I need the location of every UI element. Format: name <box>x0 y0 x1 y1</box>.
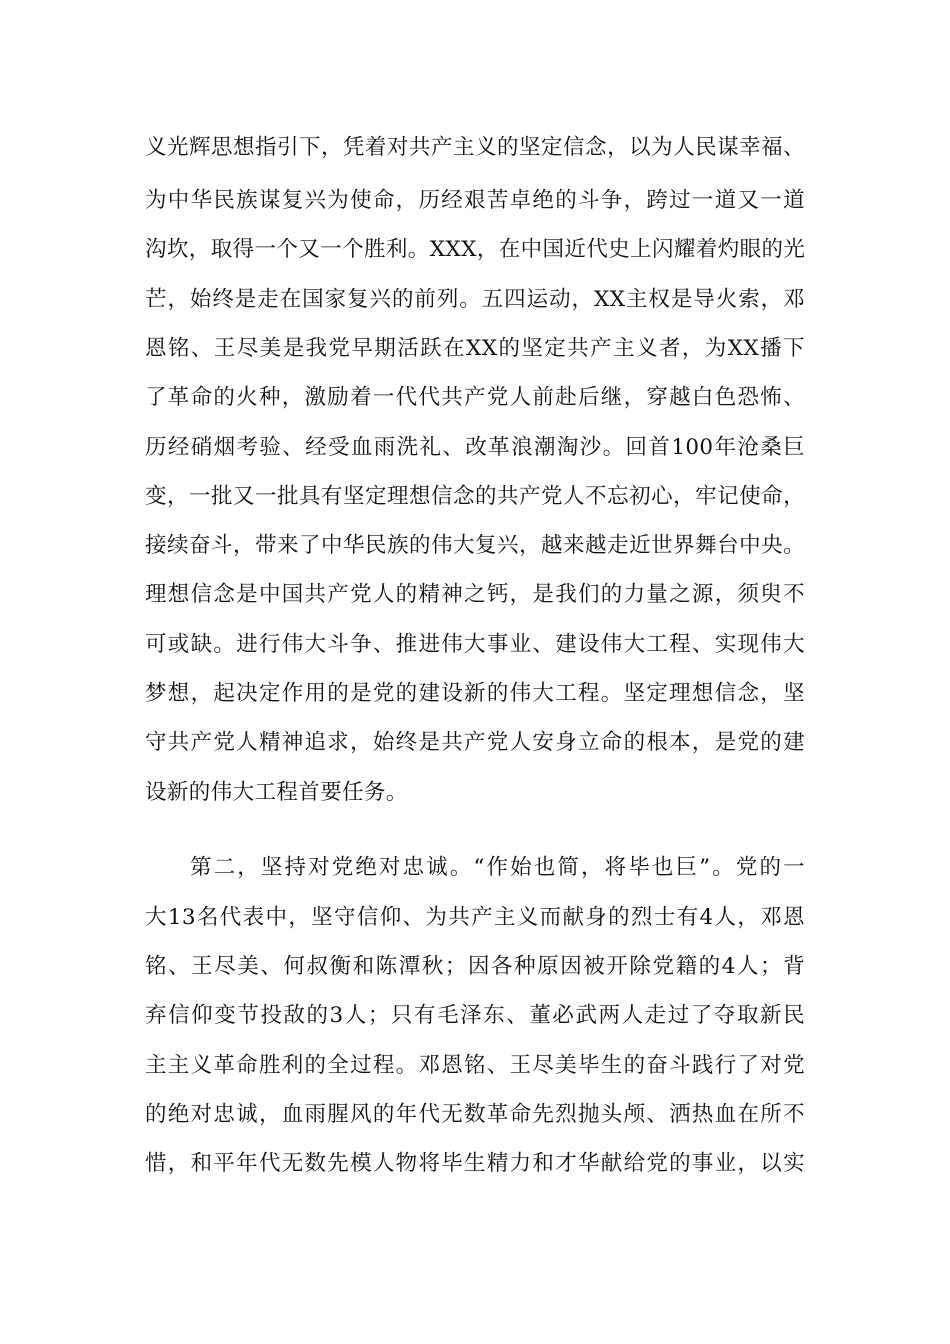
paragraph-1-line: 守共产党人精神追求，始终是共产党人安身立命的根本，是党的建 <box>145 730 805 755</box>
paragraph-2-line: 惜，和平年代无数先模人物将毕生精力和才华献给党的事业，以实 <box>145 1151 805 1176</box>
paragraph-2-line: 第二，坚持对党绝对忠诚。“作始也简，将毕也巨”。党的一 <box>190 855 805 880</box>
paragraph-2-line: 弃信仰变节投敌的3人；只有毛泽东、董必武两人走过了夺取新民 <box>145 1003 805 1028</box>
paragraph-1-line: 历经硝烟考验、经受血雨洗礼、改革浪潮淘沙。回首100年沧桑巨 <box>145 435 805 460</box>
paragraph-2-line: 铭、王尽美、何叔衡和陈潭秋；因各种原因被开除党籍的4人；背 <box>145 954 805 979</box>
paragraph-1-line: 恩铭、王尽美是我党早期活跃在XX的坚定共产主义者，为XX播下 <box>145 336 805 361</box>
paragraph-1-line: 沟坎，取得一个又一个胜利。XXX，在中国近代史上闪耀着灼眼的光 <box>145 237 806 262</box>
paragraph-1-line: 义光辉思想指引下，凭着对共产主义的坚定信念，以为人民谋幸福、 <box>145 135 805 160</box>
paragraph-1-line: 接续奋斗，带来了中华民族的伟大复兴，越来越走近世界舞台中央。 <box>145 533 805 558</box>
paragraph-1-line: 梦想，起决定作用的是党的建设新的伟大工程。坚定理想信念，坚 <box>145 681 805 706</box>
paragraph-2-line: 大13名代表中，坚守信仰、为共产主义而献身的烈士有4人，邓恩 <box>145 905 805 930</box>
paragraph-1-line: 理想信念是中国共产党人的精神之钙，是我们的力量之源，须臾不 <box>145 582 805 607</box>
paragraph-1-line: 为中华民族谋复兴为使命，历经艰苦卓绝的斗争，跨过一道又一道 <box>145 188 805 213</box>
paragraph-1-line: 可或缺。进行伟大斗争、推进伟大事业、建设伟大工程、实现伟大 <box>145 632 805 657</box>
paragraph-2-line: 主主义革命胜利的全过程。邓恩铭、王尽美毕生的奋斗践行了对党 <box>145 1053 805 1078</box>
paragraph-1-line: 设新的伟大工程首要任务。 <box>145 780 408 805</box>
paragraph-1-line: 了革命的火种，激励着一代代共产党人前赴后继，穿越白色恐怖、 <box>145 385 805 410</box>
paragraph-1-line: 变，一批又一批具有坚定理想信念的共产党人不忘初心，牢记使命， <box>145 484 805 509</box>
paragraph-1-line: 芒，始终是走在国家复兴的前列。五四运动，XX主权是导火索，邓 <box>145 287 805 312</box>
paragraph-2-line: 的绝对忠诚，血雨腥风的年代无数革命先烈抛头颅、洒热血在所不 <box>145 1102 805 1127</box>
